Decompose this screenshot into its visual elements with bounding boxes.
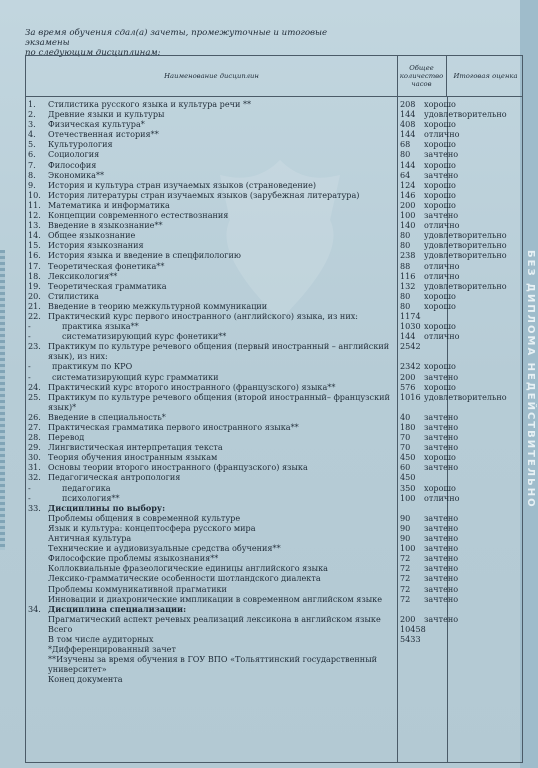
row-hours: 80 [400,230,411,241]
row-num: 8. [28,169,36,180]
row-hours: 200 [400,199,416,210]
table-row [26,614,522,624]
table-row [26,220,522,230]
row-grade: хорошо [424,321,456,332]
row-grade: отлично [424,331,460,342]
row-name: Язык и культура: концептосфера русского мира [48,522,256,533]
row-hours: 40 [400,411,411,422]
row-grade: отлично [424,129,460,140]
row-name: Культурология [48,139,113,150]
row-grade: зачтено [424,533,459,544]
column-header-hours: Общее количество часов [397,56,447,96]
row-grade: отлично [424,492,460,503]
table-row [26,432,522,442]
row-grade: зачтено [424,593,459,604]
row-hours: 1030 [400,321,421,332]
row-grade: хорошо [424,290,456,301]
row-num: - [28,331,31,342]
table-row [26,109,522,119]
row-name: Лексико-грамматические особенности шотландского диалекта [48,573,321,584]
row-name: Практический курс первого иностранного (английского) языка, из них: [48,310,359,321]
table-row [26,563,522,573]
row-num: 6. [28,149,36,160]
table-row [26,533,522,543]
row-num: 12. [28,210,41,221]
row-grade: зачтено [424,432,459,443]
row-num: 17. [28,260,41,271]
row-grade: зачтено [424,522,459,533]
row-name: **Изучены за время обучения в ГОУ ВПО «Тольяттинский государственный университет» [48,654,378,675]
row-name: Практический курс второго иностранного (французского) языка** [48,381,336,392]
table-row [26,129,522,139]
row-grade: зачтено [424,411,459,422]
table-row [26,382,522,392]
column-header-name: Наименование дисциплин [26,56,398,96]
row-name: Стилистика русского языка и культура речи ** [48,99,252,109]
row-name: Философские проблемы языкознания** [48,553,219,564]
row-name: практика языка** [62,321,139,332]
table-row [26,210,522,220]
row-num: 25. [28,391,41,402]
table-row [26,361,522,371]
row-num: 31. [28,462,41,473]
row-hours: 200 [400,371,416,382]
row-grade: хорошо [424,381,456,392]
row-grade: хорошо [424,300,456,311]
row-grade: зачтено [424,573,459,584]
header-line-2: по следующим дисциплинам: [25,48,161,58]
row-grade: зачтено [424,613,459,624]
row-grade: хорошо [424,199,456,210]
table-row [26,160,522,170]
table-row [26,311,522,321]
row-num: 19. [28,280,41,291]
row-hours: 116 [400,270,416,281]
table-row [26,674,522,684]
table-row [26,422,522,432]
row-name: Философия [48,159,97,170]
row-hours: 70 [400,442,411,453]
row-grade: отлично [424,260,460,271]
row-num: 18. [28,270,41,281]
column-header-grade: Итоговая оценка [453,72,518,80]
row-hours: 576 [400,381,416,392]
row-hours: 80 [400,300,411,311]
row-name: Введение в специальность* [48,411,166,422]
row-num: 13. [28,220,41,231]
row-name: практикум по КРО [52,361,133,372]
table-row [26,170,522,180]
row-grade: хорошо [424,179,456,190]
header-line-1: За время обучения сдал(а) зачеты, промежуточные и итоговые экзамены [25,28,328,48]
row-num: 9. [28,179,36,190]
row-num: 33. [28,502,41,513]
table-row [26,573,522,583]
row-name: Теория обучения иностранным языкам [48,452,218,463]
table-row [26,503,522,513]
table-row [26,271,522,281]
table-row [26,230,522,240]
row-hours: 72 [400,593,411,604]
row-num: 29. [28,442,41,453]
row-name: Отечественная история** [48,129,159,140]
row-num: 14. [28,230,41,241]
row-hours: 144 [400,109,416,120]
row-name: Древние языки и культуры [48,109,165,120]
row-name: Практикум по культуре речевого общения (второй иностранный– французский язык)* [48,391,390,412]
row-hours: 2542 [400,341,421,352]
row-hours: 450 [400,472,416,483]
row-name: психология** [62,492,120,503]
row-num: 26. [28,411,41,422]
row-hours: 180 [400,422,416,432]
table-row [26,99,522,109]
row-grade: удовлетворительно [424,280,507,291]
row-hours: 90 [400,522,411,533]
row-hours: 200 [400,613,416,624]
row-hours: 100 [400,492,416,503]
row-hours: 72 [400,553,411,564]
table-row [26,372,522,382]
grades-table [25,55,523,763]
row-num: 5. [28,139,36,150]
table-row [26,523,522,533]
table-row [26,493,522,503]
row-hours: 64 [400,169,411,180]
table-row [26,301,522,311]
row-num: - [28,371,31,382]
row-hours: 60 [400,462,411,473]
table-row [26,200,522,210]
document-header [25,28,365,58]
row-name: Физическая культура* [48,119,145,130]
row-num: 11. [28,199,41,210]
row-hours: 132 [400,280,416,291]
row-name: Лексикология** [48,270,118,281]
row-hours: 100 [400,543,416,554]
row-num: 22. [28,310,41,321]
row-name: Коллоквиальные фразеологические единицы английского языка [48,563,328,574]
table-row [26,584,522,594]
row-name: Лингвистическая интерпретация текста [48,442,223,453]
row-num: - [28,361,31,372]
row-num: 32. [28,472,41,483]
table-row [26,472,522,482]
table-row [26,624,522,634]
row-grade: зачтено [424,422,459,432]
row-grade: хорошо [424,99,456,109]
row-name: педагогика [62,482,111,493]
row-name: Стилистика [48,290,99,301]
row-name: История и культура стран изучаемых языков (страноведение) [48,179,317,190]
row-hours: 2342 [400,361,421,372]
row-grade: зачтено [424,169,459,180]
row-hours: 88 [400,260,411,271]
row-hours: 124 [400,179,416,190]
table-row [26,341,522,361]
row-name: Практическая грамматика первого иностранного языка** [48,422,299,432]
table-row [26,594,522,604]
security-strip [0,250,5,550]
row-num: - [28,482,31,493]
table-body [26,99,522,684]
row-name: систематизирующий курс грамматики [52,371,219,382]
table-row [26,250,522,260]
row-name: Основы теории второго иностранного (французского) языка [48,462,308,473]
row-grade: удовлетворительно [424,391,507,402]
row-num: - [28,492,31,503]
row-name: Концепции современного естествознания [48,210,229,221]
table-row [26,240,522,250]
row-hours: 450 [400,452,416,463]
row-num: 7. [28,159,36,170]
row-num: 20. [28,290,41,301]
row-name: Социология [48,149,100,160]
row-grade: зачтено [424,442,459,453]
row-grade: хорошо [424,482,456,493]
table-row [26,180,522,190]
row-hours: 70 [400,432,411,443]
table-row [26,139,522,149]
row-hours: 80 [400,149,411,160]
table-row [26,644,522,654]
row-name: Всего [48,623,73,634]
row-grade: хорошо [424,452,456,463]
row-num: 16. [28,250,41,261]
row-name: Введение в языкознание** [48,220,163,231]
row-grade: хорошо [424,139,456,150]
row-num: 21. [28,300,41,311]
table-row [26,149,522,159]
row-name: Математика и информатика [48,199,170,210]
row-name: Введение в теорию межкультурной коммуникации [48,300,268,311]
row-grade: зачтено [424,149,459,160]
row-num: 2. [28,109,36,120]
row-hours: 90 [400,533,411,544]
row-hours: 1016 [400,391,421,402]
row-num: 28. [28,432,41,443]
row-name: систематизирующий курс фонетики** [62,331,227,342]
row-name: Технические и аудиовизуальные средства обучения** [48,543,281,554]
row-grade: хорошо [424,361,456,372]
row-name: Конец документа [48,674,123,685]
table-row [26,119,522,129]
row-num: 27. [28,422,41,432]
table-row [26,483,522,493]
table-row [26,331,522,341]
table-row [26,654,522,674]
row-hours: 90 [400,512,411,523]
row-hours: 1174 [400,310,421,321]
row-hours: 72 [400,583,411,594]
row-name: История языкознания [48,240,144,251]
row-grade: отлично [424,220,460,231]
table-row [26,261,522,271]
row-name: Дисциплина специализации: [48,603,187,614]
row-grade: зачтено [424,462,459,473]
row-name: Теоретическая грамматика [48,280,167,291]
table-row [26,462,522,472]
table-row [26,452,522,462]
row-name: Теоретическая фонетика** [48,260,165,271]
row-name: Прагматический аспект речевых реализаций лексикона в английском языке [48,613,381,624]
row-grade: удовлетворительно [424,250,507,261]
row-name: *Дифференцированный зачет [48,644,176,655]
row-hours: 238 [400,250,416,261]
row-num: 4. [28,129,36,140]
row-hours: 144 [400,159,416,170]
row-num: 15. [28,240,41,251]
row-hours: 140 [400,220,416,231]
row-name: В том числе аудиторных [48,633,154,644]
table-row [26,634,522,644]
row-grade: зачтено [424,543,459,554]
row-grade: зачтено [424,583,459,594]
row-name: Экономика** [48,169,105,180]
row-hours: 350 [400,482,416,493]
table-header [26,56,522,97]
row-hours: 72 [400,573,411,584]
row-num: 24. [28,381,41,392]
row-num: 10. [28,189,41,200]
row-name: Проблемы общения в современной культуре [48,512,241,523]
row-num: 30. [28,452,41,463]
row-hours: 72 [400,563,411,574]
row-num: 34. [28,603,41,614]
row-grade: зачтено [424,210,459,221]
table-row [26,321,522,331]
row-name: История языка и введение в спецфилологию [48,250,241,261]
row-num: 3. [28,119,36,130]
table-row [26,543,522,553]
row-name: Общее языкознание [48,230,136,241]
row-name: Инновации и диахронические импликации в современном английском языке [48,593,383,604]
row-grade: зачтено [424,371,459,382]
table-row [26,442,522,452]
row-hours: 146 [400,189,416,200]
table-row [26,553,522,563]
table-row [26,281,522,291]
row-name: Практикум по культуре речевого общения (первый иностранный – английский язык), из них: [48,341,390,362]
row-hours: 80 [400,290,411,301]
table-row [26,291,522,301]
row-num: 23. [28,341,41,352]
row-name: Проблемы коммуникативной прагматики [48,583,227,594]
row-grade: зачтено [424,512,459,523]
row-num: 1. [28,99,36,109]
row-hours: 144 [400,331,416,342]
row-hours: 208 [400,99,416,109]
row-name: Педагогическая антропология [48,472,181,483]
row-grade: удовлетворительно [424,230,507,241]
row-grade: хорошо [424,189,456,200]
row-name: История литературы стран изучаемых языков (зарубежная литература) [48,189,360,200]
table-row [26,412,522,422]
row-hours: 144 [400,129,416,140]
side-warning-text: БЕЗ ДИПЛОМА НЕДЕЙСТВИТЕЛЬНО [525,250,536,509]
table-row [26,604,522,614]
table-row [26,190,522,200]
row-hours: 68 [400,139,411,150]
row-grade: хорошо [424,119,456,130]
row-grade: зачтено [424,553,459,564]
row-hours: 100 [400,210,416,221]
row-grade: удовлетворительно [424,109,507,120]
row-hours: 10458 [400,623,426,634]
row-hours: 408 [400,119,416,130]
row-grade: хорошо [424,159,456,170]
row-grade: зачтено [424,563,459,574]
row-name: Перевод [48,432,85,443]
row-grade: удовлетворительно [424,240,507,251]
row-name: Античная культура [48,533,132,544]
table-row [26,392,522,412]
table-row [26,513,522,523]
row-hours: 5433 [400,633,421,644]
row-hours: 80 [400,240,411,251]
row-name: Дисциплины по выбору: [48,502,166,513]
row-grade: отлично [424,270,460,281]
row-num: - [28,321,31,332]
